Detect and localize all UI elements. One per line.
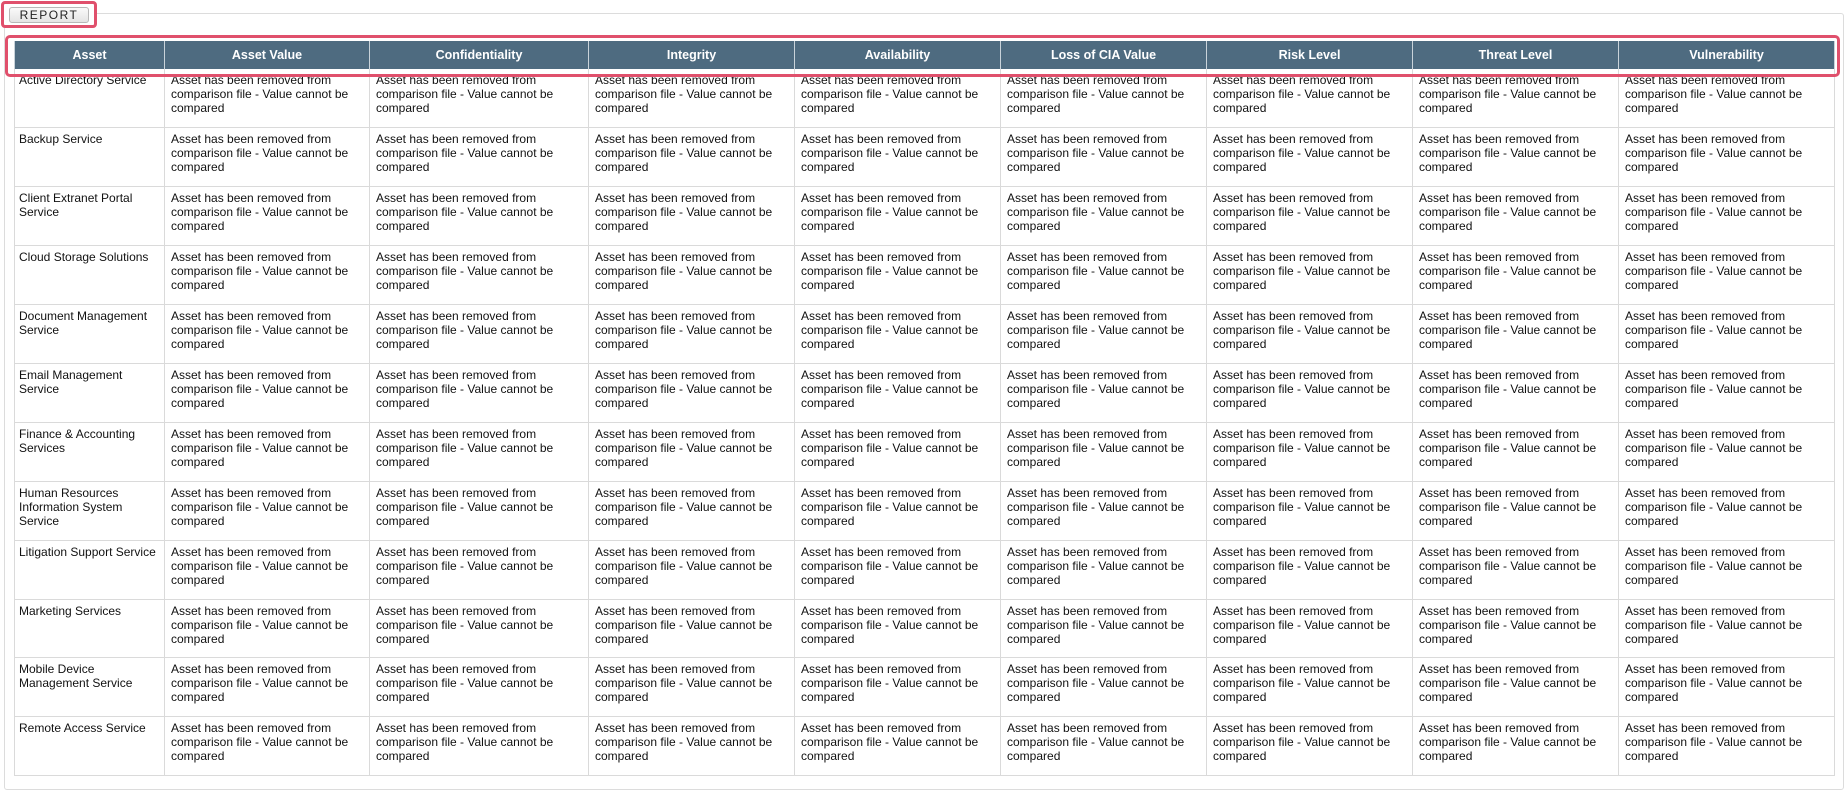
table-row bbox=[15, 187, 1835, 246]
comparison-value-cell: Asset has been removed from comparison file - Value cannot be compared bbox=[795, 305, 1001, 364]
comparison-value-cell: Asset has been removed from comparison file - Value cannot be compared bbox=[1413, 246, 1619, 305]
comparison-value-cell: Asset has been removed from comparison file - Value cannot be compared bbox=[1207, 658, 1413, 717]
comparison-value-cell: Asset has been removed from comparison file - Value cannot be compared bbox=[589, 246, 795, 305]
comparison-value-cell: Asset has been removed from comparison file - Value cannot be compared bbox=[1619, 717, 1835, 776]
comparison-value-cell: Asset has been removed from comparison file - Value cannot be compared bbox=[1619, 305, 1835, 364]
comparison-value-cell: Asset has been removed from comparison file - Value cannot be compared bbox=[370, 69, 589, 128]
comparison-value-cell: Asset has been removed from comparison file - Value cannot be compared bbox=[1619, 658, 1835, 717]
comparison-value-cell: Asset has been removed from comparison file - Value cannot be compared bbox=[589, 717, 795, 776]
comparison-value-cell: Asset has been removed from comparison file - Value cannot be compared bbox=[1207, 717, 1413, 776]
comparison-value-cell: Asset has been removed from comparison file - Value cannot be compared bbox=[1619, 599, 1835, 658]
comparison-value-cell: Asset has been removed from comparison file - Value cannot be compared bbox=[589, 658, 795, 717]
comparison-value-cell: Asset has been removed from comparison file - Value cannot be compared bbox=[1001, 305, 1207, 364]
comparison-value-cell: Asset has been removed from comparison file - Value cannot be compared bbox=[1207, 599, 1413, 658]
comparison-value-cell: Asset has been removed from comparison file - Value cannot be compared bbox=[795, 599, 1001, 658]
comparison-value-cell: Asset has been removed from comparison file - Value cannot be compared bbox=[370, 481, 589, 540]
comparison-value-cell: Asset has been removed from comparison file - Value cannot be compared bbox=[589, 187, 795, 246]
comparison-value-cell: Asset has been removed from comparison file - Value cannot be compared bbox=[1619, 481, 1835, 540]
comparison-value-cell: Asset has been removed from comparison file - Value cannot be compared bbox=[1619, 128, 1835, 187]
column-header-loss-of-cia-value[interactable]: Loss of CIA Value bbox=[1001, 41, 1207, 69]
table-row bbox=[15, 540, 1835, 599]
comparison-value-cell: Asset has been removed from comparison file - Value cannot be compared bbox=[1619, 422, 1835, 481]
column-header-asset[interactable]: Asset bbox=[15, 41, 165, 69]
comparison-value-cell: Asset has been removed from comparison file - Value cannot be compared bbox=[370, 540, 589, 599]
comparison-value-cell: Asset has been removed from comparison file - Value cannot be compared bbox=[795, 422, 1001, 481]
column-header-confidentiality[interactable]: Confidentiality bbox=[370, 41, 589, 69]
table-body bbox=[15, 69, 1835, 776]
comparison-value-cell: Asset has been removed from comparison file - Value cannot be compared bbox=[795, 246, 1001, 305]
column-header-threat-level[interactable]: Threat Level bbox=[1413, 41, 1619, 69]
comparison-value-cell: Asset has been removed from comparison file - Value cannot be compared bbox=[1413, 481, 1619, 540]
table-row bbox=[15, 481, 1835, 540]
comparison-value-cell: Asset has been removed from comparison file - Value cannot be compared bbox=[165, 540, 370, 599]
comparison-value-cell: Asset has been removed from comparison file - Value cannot be compared bbox=[165, 128, 370, 187]
table-row bbox=[15, 128, 1835, 187]
comparison-value-cell: Asset has been removed from comparison file - Value cannot be compared bbox=[1001, 717, 1207, 776]
comparison-value-cell: Asset has been removed from comparison file - Value cannot be compared bbox=[589, 599, 795, 658]
comparison-value-cell: Asset has been removed from comparison file - Value cannot be compared bbox=[1207, 128, 1413, 187]
column-header-vulnerability[interactable]: Vulnerability bbox=[1619, 41, 1835, 69]
asset-name-cell: Remote Access Service bbox=[15, 717, 165, 776]
comparison-value-cell: Asset has been removed from comparison file - Value cannot be compared bbox=[165, 422, 370, 481]
comparison-value-cell: Asset has been removed from comparison file - Value cannot be compared bbox=[1413, 658, 1619, 717]
comparison-value-cell: Asset has been removed from comparison file - Value cannot be compared bbox=[1207, 422, 1413, 481]
comparison-value-cell: Asset has been removed from comparison file - Value cannot be compared bbox=[1001, 658, 1207, 717]
comparison-value-cell: Asset has been removed from comparison file - Value cannot be compared bbox=[1413, 305, 1619, 364]
comparison-value-cell: Asset has been removed from comparison file - Value cannot be compared bbox=[1413, 717, 1619, 776]
table-row bbox=[15, 305, 1835, 364]
comparison-value-cell: Asset has been removed from comparison file - Value cannot be compared bbox=[1413, 69, 1619, 128]
comparison-value-cell: Asset has been removed from comparison file - Value cannot be compared bbox=[165, 187, 370, 246]
comparison-value-cell: Asset has been removed from comparison file - Value cannot be compared bbox=[1619, 187, 1835, 246]
comparison-value-cell: Asset has been removed from comparison file - Value cannot be compared bbox=[1001, 540, 1207, 599]
table-row bbox=[15, 658, 1835, 717]
asset-name-cell: Email Management Service bbox=[15, 363, 165, 422]
comparison-value-cell: Asset has been removed from comparison file - Value cannot be compared bbox=[1001, 422, 1207, 481]
table-row bbox=[15, 246, 1835, 305]
comparison-value-cell: Asset has been removed from comparison file - Value cannot be compared bbox=[370, 128, 589, 187]
report-tab[interactable]: REPORT bbox=[9, 7, 89, 23]
comparison-value-cell: Asset has been removed from comparison file - Value cannot be compared bbox=[1207, 69, 1413, 128]
table-row bbox=[15, 422, 1835, 481]
comparison-value-cell: Asset has been removed from comparison file - Value cannot be compared bbox=[1001, 128, 1207, 187]
comparison-value-cell: Asset has been removed from comparison file - Value cannot be compared bbox=[370, 305, 589, 364]
comparison-value-cell: Asset has been removed from comparison file - Value cannot be compared bbox=[1413, 363, 1619, 422]
comparison-value-cell: Asset has been removed from comparison file - Value cannot be compared bbox=[795, 69, 1001, 128]
comparison-value-cell: Asset has been removed from comparison file - Value cannot be compared bbox=[589, 128, 795, 187]
comparison-value-cell: Asset has been removed from comparison file - Value cannot be compared bbox=[589, 305, 795, 364]
comparison-value-cell: Asset has been removed from comparison file - Value cannot be compared bbox=[1619, 363, 1835, 422]
asset-name-cell: Active Directory Service bbox=[15, 69, 165, 128]
comparison-value-cell: Asset has been removed from comparison file - Value cannot be compared bbox=[370, 363, 589, 422]
comparison-table bbox=[14, 41, 1835, 776]
comparison-value-cell: Asset has been removed from comparison file - Value cannot be compared bbox=[1001, 481, 1207, 540]
comparison-value-cell: Asset has been removed from comparison file - Value cannot be compared bbox=[795, 717, 1001, 776]
comparison-value-cell: Asset has been removed from comparison file - Value cannot be compared bbox=[165, 246, 370, 305]
comparison-value-cell: Asset has been removed from comparison file - Value cannot be compared bbox=[370, 422, 589, 481]
comparison-value-cell: Asset has been removed from comparison file - Value cannot be compared bbox=[1207, 481, 1413, 540]
comparison-value-cell: Asset has been removed from comparison file - Value cannot be compared bbox=[589, 363, 795, 422]
comparison-value-cell: Asset has been removed from comparison file - Value cannot be compared bbox=[1413, 422, 1619, 481]
comparison-value-cell: Asset has been removed from comparison file - Value cannot be compared bbox=[1413, 540, 1619, 599]
asset-name-cell: Mobile Device Management Service bbox=[15, 658, 165, 717]
comparison-value-cell: Asset has been removed from comparison file - Value cannot be compared bbox=[370, 187, 589, 246]
comparison-value-cell: Asset has been removed from comparison file - Value cannot be compared bbox=[1207, 540, 1413, 599]
comparison-value-cell: Asset has been removed from comparison file - Value cannot be compared bbox=[370, 658, 589, 717]
table-row bbox=[15, 69, 1835, 128]
comparison-value-cell: Asset has been removed from comparison file - Value cannot be compared bbox=[1001, 69, 1207, 128]
comparison-value-cell: Asset has been removed from comparison file - Value cannot be compared bbox=[795, 481, 1001, 540]
comparison-value-cell: Asset has been removed from comparison file - Value cannot be compared bbox=[1001, 246, 1207, 305]
asset-name-cell: Client Extranet Portal Service bbox=[15, 187, 165, 246]
comparison-value-cell: Asset has been removed from comparison file - Value cannot be compared bbox=[1001, 599, 1207, 658]
comparison-value-cell: Asset has been removed from comparison file - Value cannot be compared bbox=[165, 305, 370, 364]
comparison-value-cell: Asset has been removed from comparison file - Value cannot be compared bbox=[165, 717, 370, 776]
comparison-value-cell: Asset has been removed from comparison file - Value cannot be compared bbox=[1619, 69, 1835, 128]
asset-name-cell: Litigation Support Service bbox=[15, 540, 165, 599]
comparison-value-cell: Asset has been removed from comparison file - Value cannot be compared bbox=[589, 422, 795, 481]
comparison-value-cell: Asset has been removed from comparison file - Value cannot be compared bbox=[165, 658, 370, 717]
comparison-value-cell: Asset has been removed from comparison file - Value cannot be compared bbox=[165, 599, 370, 658]
comparison-value-cell: Asset has been removed from comparison file - Value cannot be compared bbox=[1413, 187, 1619, 246]
column-header-asset-value[interactable]: Asset Value bbox=[165, 41, 370, 69]
comparison-value-cell: Asset has been removed from comparison file - Value cannot be compared bbox=[589, 540, 795, 599]
comparison-value-cell: Asset has been removed from comparison file - Value cannot be compared bbox=[1001, 363, 1207, 422]
comparison-value-cell: Asset has been removed from comparison file - Value cannot be compared bbox=[795, 128, 1001, 187]
asset-name-cell: Human Resources Information System Service bbox=[15, 481, 165, 540]
comparison-value-cell: Asset has been removed from comparison file - Value cannot be compared bbox=[795, 363, 1001, 422]
comparison-value-cell: Asset has been removed from comparison file - Value cannot be compared bbox=[165, 363, 370, 422]
comparison-value-cell: Asset has been removed from comparison file - Value cannot be compared bbox=[1207, 305, 1413, 364]
comparison-value-cell: Asset has been removed from comparison file - Value cannot be compared bbox=[165, 481, 370, 540]
table-row bbox=[15, 599, 1835, 658]
comparison-value-cell: Asset has been removed from comparison file - Value cannot be compared bbox=[370, 246, 589, 305]
column-header-risk-level[interactable]: Risk Level bbox=[1207, 41, 1413, 69]
comparison-value-cell: Asset has been removed from comparison file - Value cannot be compared bbox=[589, 69, 795, 128]
comparison-value-cell: Asset has been removed from comparison file - Value cannot be compared bbox=[1413, 599, 1619, 658]
comparison-value-cell: Asset has been removed from comparison file - Value cannot be compared bbox=[1207, 363, 1413, 422]
column-header-integrity[interactable]: Integrity bbox=[589, 41, 795, 69]
asset-name-cell: Cloud Storage Solutions bbox=[15, 246, 165, 305]
column-header-availability[interactable]: Availability bbox=[795, 41, 1001, 69]
asset-name-cell: Backup Service bbox=[15, 128, 165, 187]
comparison-value-cell: Asset has been removed from comparison file - Value cannot be compared bbox=[795, 540, 1001, 599]
asset-name-cell: Finance & Accounting Services bbox=[15, 422, 165, 481]
comparison-value-cell: Asset has been removed from comparison file - Value cannot be compared bbox=[1001, 187, 1207, 246]
table-row bbox=[15, 717, 1835, 776]
comparison-value-cell: Asset has been removed from comparison file - Value cannot be compared bbox=[589, 481, 795, 540]
asset-name-cell: Marketing Services bbox=[15, 599, 165, 658]
comparison-value-cell: Asset has been removed from comparison file - Value cannot be compared bbox=[165, 69, 370, 128]
asset-name-cell: Document Management Service bbox=[15, 305, 165, 364]
report-tab-highlight bbox=[1, 1, 97, 28]
table-header-row bbox=[15, 41, 1835, 69]
comparison-value-cell: Asset has been removed from comparison file - Value cannot be compared bbox=[1207, 187, 1413, 246]
comparison-value-cell: Asset has been removed from comparison file - Value cannot be compared bbox=[795, 187, 1001, 246]
comparison-value-cell: Asset has been removed from comparison file - Value cannot be compared bbox=[1413, 128, 1619, 187]
table-row bbox=[15, 363, 1835, 422]
comparison-value-cell: Asset has been removed from comparison file - Value cannot be compared bbox=[795, 658, 1001, 717]
comparison-value-cell: Asset has been removed from comparison file - Value cannot be compared bbox=[370, 599, 589, 658]
comparison-value-cell: Asset has been removed from comparison file - Value cannot be compared bbox=[370, 717, 589, 776]
comparison-value-cell: Asset has been removed from comparison file - Value cannot be compared bbox=[1207, 246, 1413, 305]
comparison-value-cell: Asset has been removed from comparison file - Value cannot be compared bbox=[1619, 540, 1835, 599]
comparison-table-container bbox=[14, 41, 1834, 776]
comparison-value-cell: Asset has been removed from comparison file - Value cannot be compared bbox=[1619, 246, 1835, 305]
